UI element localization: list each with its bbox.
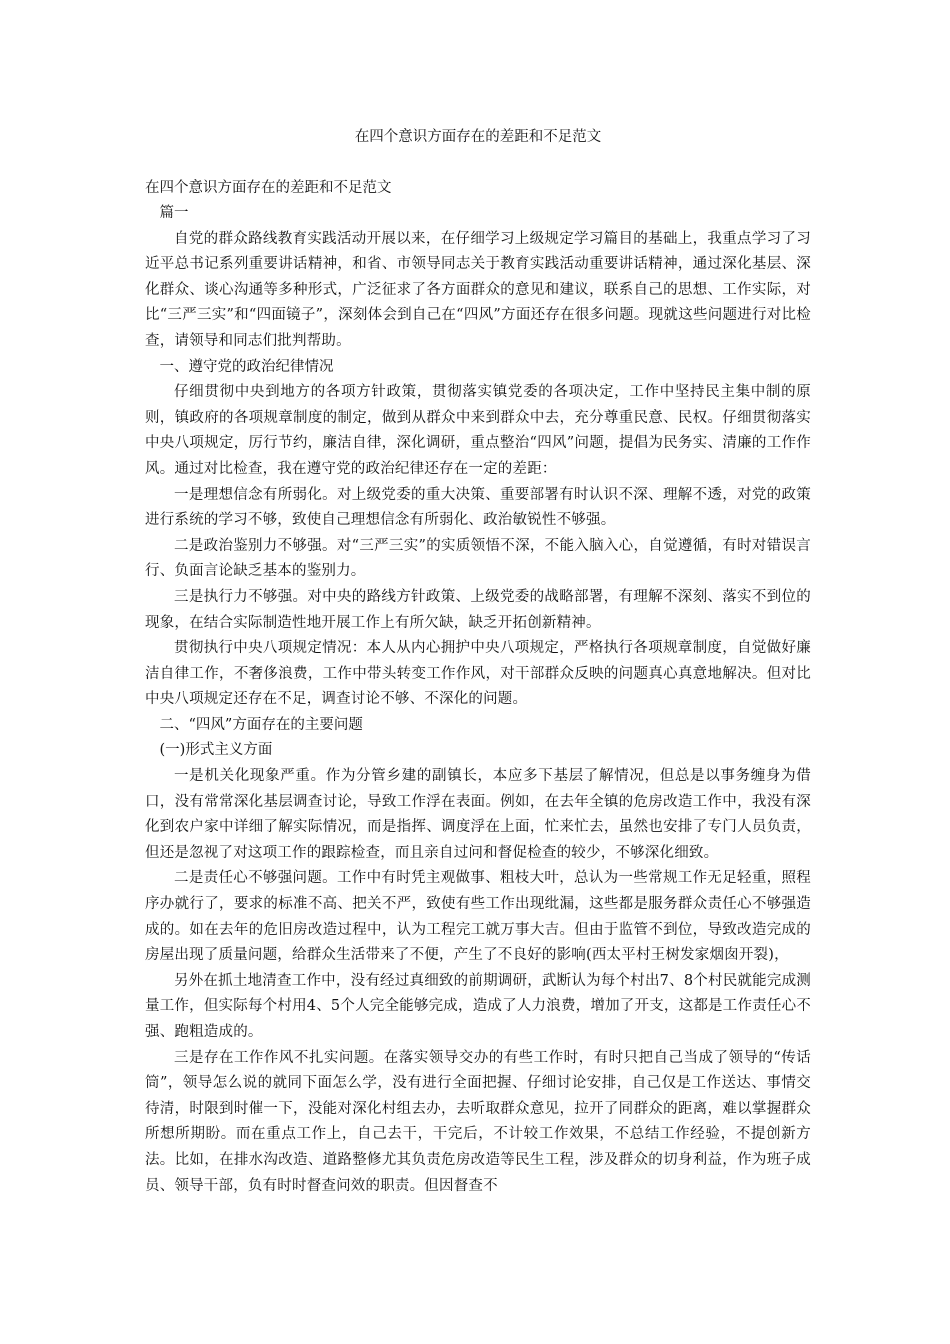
body-paragraph: 三是存在工作作风不扎实问题。在落实领导交办的有些工作时，有时只把自己当成了领导的“传话筒”，领导怎么说的就同下面怎么学，没有进行全面把握、仔细讨论安排，自己仅是工作送达、事情交待清，时限到时催一下，没能对深化村组去办，去听取群众意见，拉开了同群众的距离，难以掌握群众所想所期盼。而在重点工作上，自己去干，干完后，不计较工作效果，不总结工作经验，不提创新方法。比如，在排水沟改造、道路整修尤其负责危房改造等民生工程，涉及群众的切身利益，作为班子成员、领导干部，负有时时督查问效的职责。但因督查不 <box>145 1049 811 1194</box>
body-paragraph: 自党的群众路线教育实践活动开展以来，在仔细学习上级规定学习篇目的基础上，我重点学习了习近平总书记系列重要讲话精神，和省、市领导同志关于教育实践活动重要讲话精神，通过深化基层、深化群众、谈心沟通等多种形式，广泛征求了各方面群众的意见和建议，联系自己的思想、工作实际，对比“三严三实”和“四面镜子”，深刻体会到自己在“四风”方面还存在很多问题。现就这些问题进行对比检查，请领导和同志们批判帮助。 <box>145 230 811 349</box>
section-heading: 二、“四风”方面存在的主要问题 <box>159 716 363 733</box>
body-paragraph: 另外在抓土地清查工作中，没有经过真细致的前期调研，武断认为每个村出7、8个村民就能完成测量工作，但实际每个村用4、5个人完全能够完成，造成了人力浪费，增加了开支，这都是工作责任心不强、跑粗造成的。 <box>145 972 811 1040</box>
body-paragraph: 一是机关化现象严重。作为分管乡建的副镇长，本应多下基层了解情况，但总是以事务缠身为借口，没有常常深化基层调查讨论，导致工作浮在表面。例如，在去年全镇的危房改造工作中，我没有深化到农户家中详细了解实际情况，而是指挥、调度浮在上面，忙来忙去，虽然也安排了专门人员负责，但还是忽视了对这项工作的跟踪检查，而且亲自过问和督促检查的较少，不够深化细致。 <box>145 768 811 861</box>
document-page <box>145 124 811 1199</box>
document-subtitle: 在四个意识方面存在的差距和不足范文 <box>145 180 392 196</box>
document-title: 在四个意识方面存在的差距和不足范文 <box>354 129 602 145</box>
document-body <box>145 227 811 1200</box>
body-paragraph: 三是执行力不够强。对中央的路线方针政策、上级党委的战略部署，有理解不深刻、落实不到位的现象，在结合实际制造性地开展工作上有所欠缺，缺乏开拓创新精神。 <box>145 588 811 631</box>
body-paragraph: 仔细贯彻中央到地方的各项方针政策，贯彻落实镇党委的各项决定，工作中坚持民主集中制的原则，镇政府的各项规章制度的制定，做到从群众中来到群众中去，充分尊重民意、民权。仔细贯彻落实中央八项规定，厉行节约，廉洁自律，深化调研，重点整治“四风”问题，提倡为民务实、清廉的工作作风。通过对比检查，我在遵守党的政治纪律还存在一定的差距： <box>145 384 811 477</box>
body-paragraph: 二是政治鉴别力不够强。对“三严三实”的实质领悟不深，不能入脑入心，自觉遵循，有时对错误言行、负面言论缺乏基本的鉴别力。 <box>145 537 811 580</box>
body-paragraph: 一是理想信念有所弱化。对上级党委的重大决策、重要部署有时认识不深、理解不透，对党的政策进行系统的学习不够，致使自己理想信念有所弱化、政治敏锐性不够强。 <box>145 486 811 529</box>
body-paragraph: 贯彻执行中央八项规定情况：本人从内心拥护中央八项规定，严格执行各项规章制度，自觉做好廉洁自律工作，不奢侈浪费，工作中带头转变工作作风，对干部群众反映的问题真心真意地解决。但对比中央八项规定还存在不足，调查讨论不够、不深化的问题。 <box>145 640 811 708</box>
body-paragraph: 二是责任心不够强问题。工作中有时凭主观做事、粗枝大叶，总认为一些常规工作无足轻重，照程序办就行了，要求的标准不高、把关不严，致使有些工作出现纰漏，这些都是服务群众责任心不够强造成的。如在去年的危旧房改造过程中，认为工程完工就万事大吉。但由于监管不到位，导致改造完成的房屋出现了质量问题，给群众生活带来了不便，产生了不良好的影响(西太平村王树发家烟囱开裂)， <box>145 870 811 964</box>
section-heading: (一)形式主义方面 <box>159 742 273 759</box>
part-label: 篇一 <box>159 205 189 221</box>
section-heading: 一、遵守党的政治纪律情况 <box>159 358 334 375</box>
